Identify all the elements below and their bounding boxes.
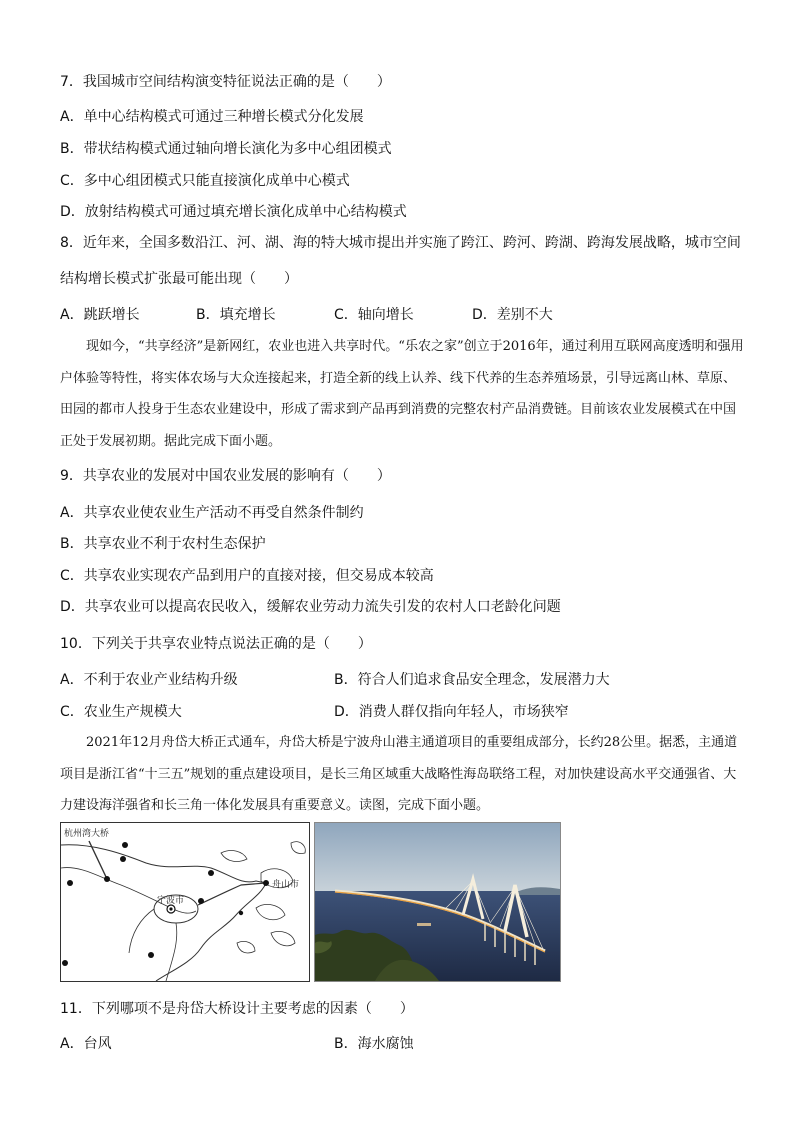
ningbo-zhoushan-map xyxy=(60,822,310,982)
q7-option-c: C．多中心组团模式只能直接演化成单中心模式 xyxy=(60,173,350,189)
q11-option-a: A．台风 xyxy=(60,1036,112,1052)
q7-option-d: D．放射结构模式可通过填充增长演化成单中心结构模式 xyxy=(60,204,407,220)
q7-stem: 7．我国城市空间结构演变特征说法正确的是（ ） xyxy=(60,74,391,90)
passage-zhoudai-bridge-text: 2021年12月舟岱大桥正式通车，舟岱大桥是宁波舟山港主通道项目的重要组成部分，长约28公里。据悉，主通道项目是浙江省“十三五”规划的重点建设项目，是长三角区域重大战略性海岛联络工程，对加快建设高水平交通强省、大力建设海洋强省和长三角一体化发展具有重要意义。读图，完成下面小题。 xyxy=(60,735,738,813)
q9-option-b: B．共享农业不利于农村生态保护 xyxy=(60,536,266,552)
q8-option-d: D．差别不大 xyxy=(472,307,553,323)
q9-option-d: D．共享农业可以提高农民收入，缓解农业劳动力流失引发的农村人口老龄化问题 xyxy=(60,599,561,615)
q11-option-b: B．海水腐蚀 xyxy=(334,1036,414,1052)
map-label-zhoushan: 舟山市 xyxy=(272,880,300,890)
q9-stem: 9．共享农业的发展对中国农业发展的影响有（ ） xyxy=(60,468,391,484)
q10-option-d: D．消费人群仅指向年轻人，市场狭窄 xyxy=(334,704,569,720)
q10-option-b: B．符合人们追求食品安全理念，发展潜力大 xyxy=(334,672,610,688)
q8-option-a: A．跳跃增长 xyxy=(60,307,140,323)
q8-stem-line1: 8．近年来，全国多数沿江、河、湖、海的特大城市提出并实施了跨江、跨河、跨湖、跨海发展战略，城市空间 xyxy=(60,235,741,251)
passage-zhoudai-bridge xyxy=(60,727,746,822)
map-label-hangzhou-bay-bridge: 杭州湾大桥 xyxy=(64,829,110,839)
q8-option-c: C．轴向增长 xyxy=(334,307,414,323)
map-label-ningbo: 宁波市 xyxy=(157,896,185,906)
q10-option-a: A．不利于农业产业结构升级 xyxy=(60,672,238,688)
q8-option-b: B．填充增长 xyxy=(196,307,276,323)
q9-option-c: C．共享农业实现农产品到用户的直接对接，但交易成本较高 xyxy=(60,568,434,584)
q7-option-a: A．单中心结构模式可通过三种增长模式分化发展 xyxy=(60,109,364,125)
bridge-photo-drawing xyxy=(315,823,560,981)
passage-shared-agriculture-text: 现如今，“共享经济”是新网红，农业也进入共享时代。“乐农之家”创立于2016年，通过利用互联网高度透明和强用户体验等特性，将实体农场与大众连接起来，打造全新的线上认养、线下代养的生态养殖场景，引导远离山林、草原、田园的都市人投身于生态农业建设中，形成了需求到产品再到消费的完整农村产品消费链。目前该农业发展模式在中国正处于发展初期。据此完成下面小题。 xyxy=(60,339,744,449)
zhoudai-bridge-photo xyxy=(314,822,561,982)
q10-option-c: C．农业生产规模大 xyxy=(60,704,182,720)
q7-option-b: B．带状结构模式通过轴向增长演化为多中心组团模式 xyxy=(60,141,392,157)
q11-stem: 11．下列哪项不是舟岱大桥设计主要考虑的因素（ ） xyxy=(60,1001,414,1017)
map-drawing xyxy=(61,823,309,981)
passage-shared-agriculture xyxy=(60,331,746,457)
q8-stem-line2: 结构增长模式扩张最可能出现（ ） xyxy=(60,271,298,287)
q9-option-a: A．共享农业使农业生产活动不再受自然条件制约 xyxy=(60,505,364,521)
q10-stem: 10．下列关于共享农业特点说法正确的是（ ） xyxy=(60,636,372,652)
